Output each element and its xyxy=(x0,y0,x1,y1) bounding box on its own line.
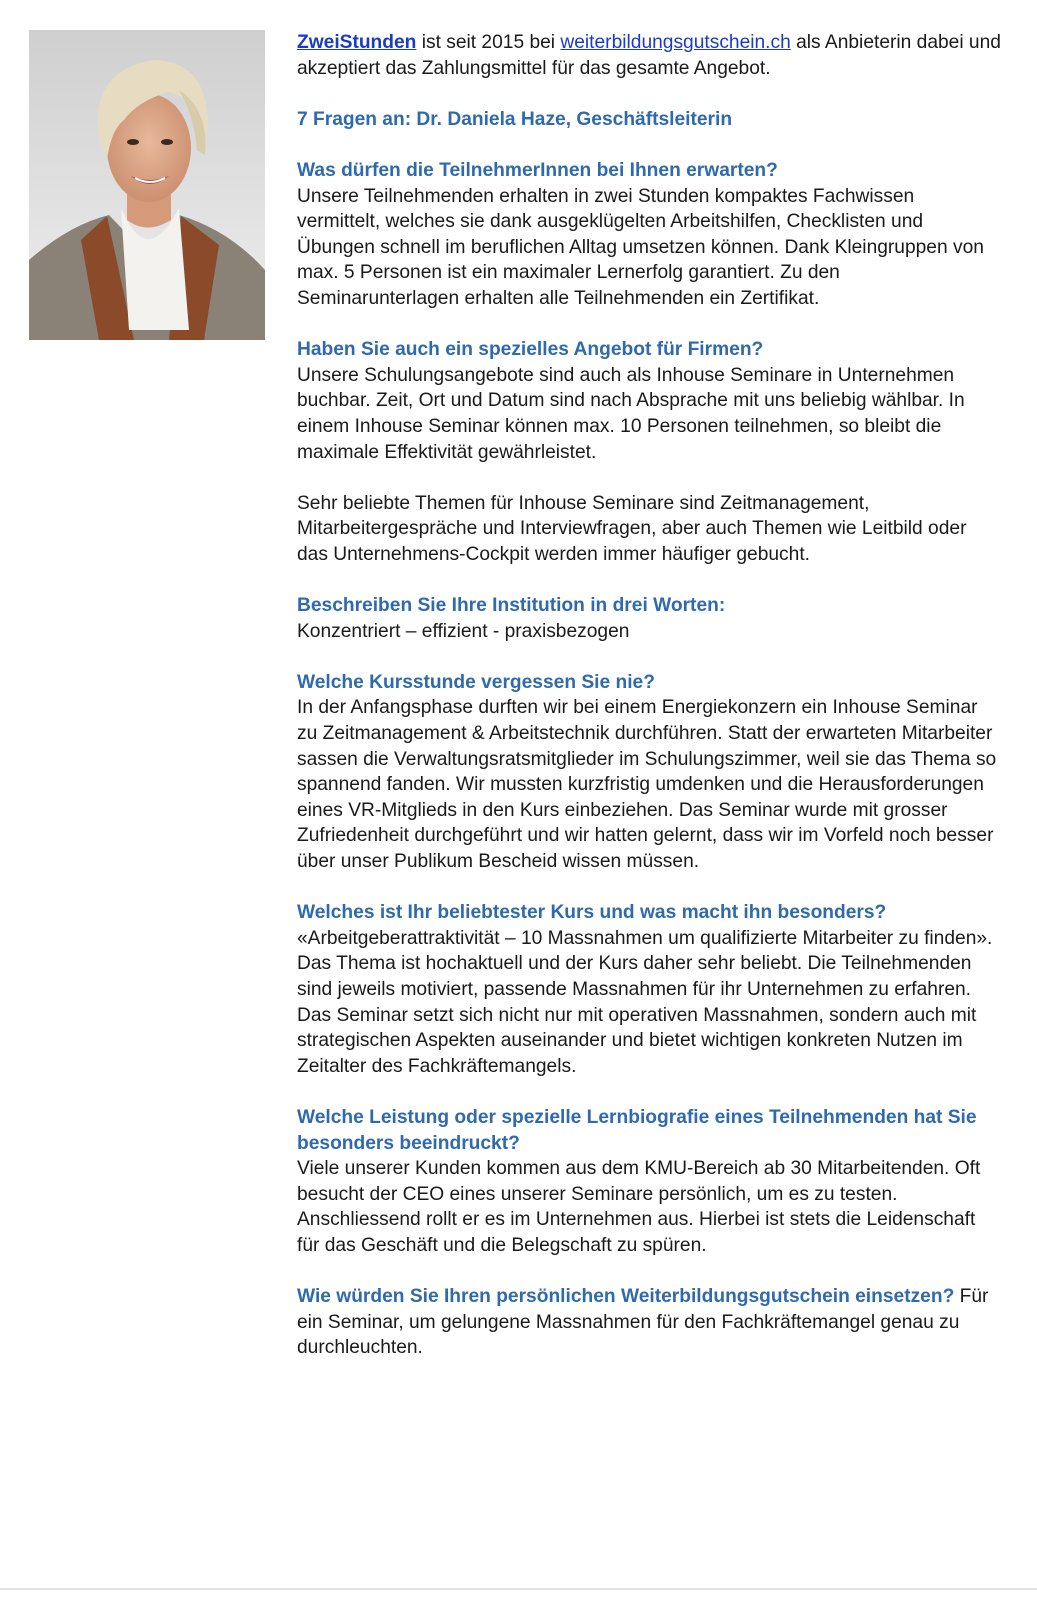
qa-item xyxy=(297,158,1002,312)
question: Was dürfen die TeilnehmerInnen bei Ihnen erwarten? xyxy=(297,159,778,181)
site-link[interactable]: weiterbildungsgutschein.ch xyxy=(560,32,791,53)
portrait-illustration xyxy=(29,30,265,340)
qa-item xyxy=(297,1284,1002,1361)
answer: Konzentriert – effizient - praxisbezogen xyxy=(297,620,630,642)
question: Haben Sie auch ein spezielles Angebot für Firmen? xyxy=(297,339,764,361)
answer: Sehr beliebte Themen für Inhouse Seminare sind Zeitmanagement, Mitarbeitergespräche und Interviewfragen, aber auch Themen wie Leitbild oder das Unternehmens-Cockpit werden immer häufiger gebucht. xyxy=(297,492,967,565)
answer: Für ein Seminar, um gelungene Massnahmen für den Fachkräftemangel genau zu durchleuchten. xyxy=(297,1286,989,1359)
article-content xyxy=(297,30,1002,1386)
answer: Unsere Teilnehmenden erhalten in zwei Stunden kompaktes Fachwissen vermittelt, welches sie dank ausgeklügelten Arbeitshilfen, Checklisten und Übungen schnell im beruflichen Alltag umsetzen können. Dank Kleingruppen von max. 5 Personen ist ein maximaler Lernerfolg garantiert. Zu den Seminarunterlagen erhalten alle Teilnehmenden ein Zertifikat. xyxy=(297,185,984,309)
qa-item xyxy=(297,593,1002,644)
answer: «Arbeitgeberattraktivität – 10 Massnahmen um qualifizierte Mitarbeiter zu finden». Das Thema ist hochaktuell und der Kurs daher sehr beliebt. Die Teilnehmenden sind jeweils motiviert, passende Massnahmen für ihr Unternehmen zu erfahren. Das Seminar setzt sich nicht nur mit operativen Massnahmen, sondern auch mit strategischen Aspekten auseinander und bietet wichtigen konkreten Nutzen im Zeitalter des Fachkräftemangels. xyxy=(297,927,993,1077)
question: Welche Kursstunde vergessen Sie nie? xyxy=(297,671,655,693)
answer: Viele unserer Kunden kommen aus dem KMU-Bereich ab 30 Mitarbeitenden. Oft besucht der CEO eines unserer Seminare persönlich, um es zu testen. Anschliessend rollt er es im Unternehmen aus. Hierbei ist stets die Leidenschaft für das Geschäft und die Belegschaft zu spüren. xyxy=(297,1158,981,1256)
interview-title: 7 Fragen an: Dr. Daniela Haze, Geschäftsleiterin xyxy=(297,108,733,130)
answer: In der Anfangsphase durften wir bei einem Energiekonzern ein Inhouse Seminar zu Zeitmanagement & Arbeitstechnik durchführen. Statt der erwarteten Mitarbeiter sassen die Verwaltungsratsmitglieder im Schulungszimmer, weil sie das Thema so spannend fanden. Wir mussten kurzfristig umdenken und die Herausforderungen eines VR-Mitglieds in den Kurs einbeziehen. Das Seminar wurde mit grosser Zufriedenheit durchgeführt und wir hatten gelernt, dass wir im Vorfeld noch besser über unser Publikum Bescheid wissen müssen. xyxy=(297,697,997,872)
bottom-divider xyxy=(0,1588,1037,1590)
provider-link[interactable]: ZweiStunden xyxy=(297,32,417,53)
portrait-photo xyxy=(29,30,265,340)
qa-item-continued xyxy=(297,491,1002,568)
qa-item xyxy=(297,337,1002,465)
question: Wie würden Sie Ihren persönlichen Weiterbildungsgutschein einsetzen? xyxy=(297,1286,955,1308)
qa-inline xyxy=(297,1284,1002,1361)
question: Beschreiben Sie Ihre Institution in drei Worten: xyxy=(297,595,726,617)
question: Welches ist Ihr beliebtester Kurs und was macht ihn besonders? xyxy=(297,902,887,924)
qa-item xyxy=(297,900,1002,1079)
qa-item xyxy=(297,670,1002,875)
question: Welche Leistung oder spezielle Lernbiografie eines Teilnehmenden hat Sie besonders beeindruckt? xyxy=(297,1106,977,1154)
qa-item xyxy=(297,1105,1002,1259)
answer: Unsere Schulungsangebote sind auch als Inhouse Seminare in Unternehmen buchbar. Zeit, Ort und Datum sind nach Absprache mit uns beliebig wählbar. In einem Inhouse Seminar können max. 10 Personen teilnehmen, so bleibt die maximale Effektivität gewährleistet. xyxy=(297,364,965,463)
intro-paragraph: ZweiStunden ist seit 2015 bei weiterbildungsgutschein.ch als Anbieterin dabei und akzeptiert das Zahlungsmittel für das gesamte Angebot. xyxy=(297,32,1001,79)
